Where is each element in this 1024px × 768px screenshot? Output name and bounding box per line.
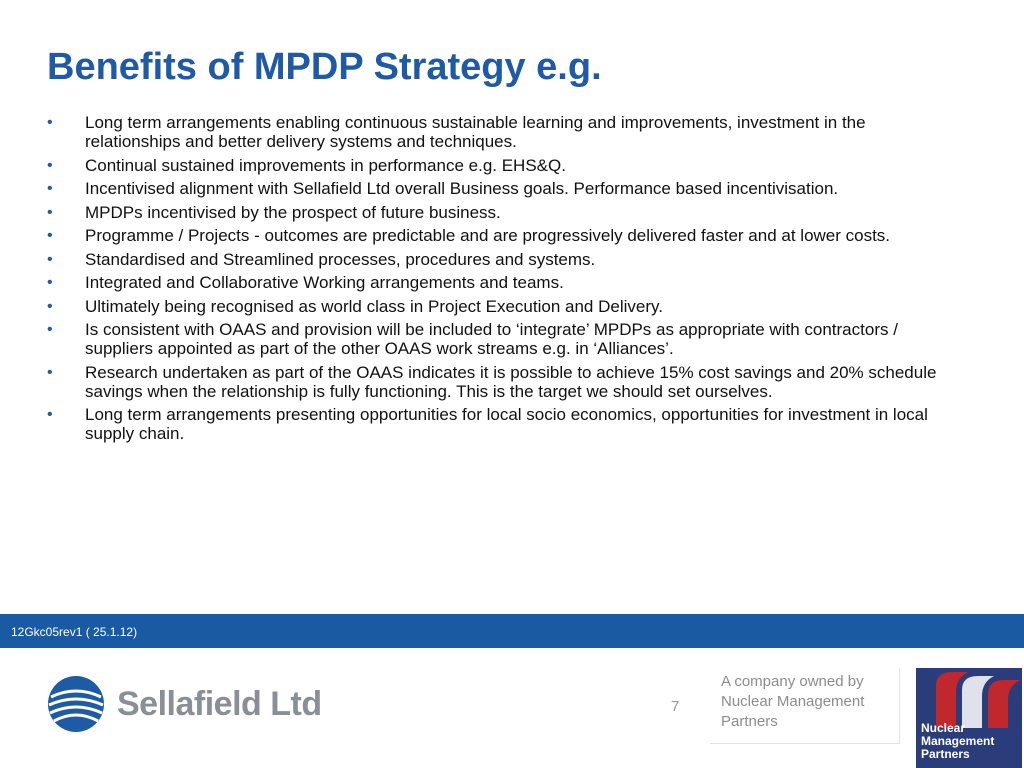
nmp-logo-line: Partners — [921, 747, 970, 761]
nmp-logo-line: Nuclear — [921, 721, 966, 735]
bullet-text: Long term arrangements presenting opportunities for local socio economics, opportunities for investment in local supply chain. — [85, 405, 928, 443]
bullet-icon: • — [47, 114, 53, 131]
bullet-item — [47, 203, 962, 222]
ownership-line: Partners — [721, 713, 778, 730]
bullet-item — [47, 363, 962, 401]
bullet-icon: • — [47, 180, 53, 197]
bullet-text: Programme / Projects - outcomes are predictable and are progressively delivered faster and at lower costs. — [85, 226, 891, 245]
bullet-text: Continual sustained improvements in performance e.g. EHS&Q. — [85, 155, 566, 175]
bullet-icon: • — [47, 156, 53, 174]
bullet-item — [47, 273, 962, 292]
sellafield-logo-text: Sellafield Ltd — [117, 684, 322, 723]
bullet-item — [47, 320, 962, 358]
bullet-icon: • — [47, 227, 53, 244]
slide-title: Benefits of MPDP Strategy e.g. — [47, 46, 602, 88]
bullet-icon: • — [47, 406, 53, 423]
bullet-item — [47, 113, 962, 151]
bullet-item — [47, 250, 962, 269]
bullet-item — [47, 226, 962, 245]
bullet-text: Ultimately being recognised as world class in Project Execution and Delivery. — [85, 296, 663, 316]
ownership-line: A company owned by — [721, 673, 864, 690]
document-code: 12Gkc05rev1 ( 25.1.12) — [11, 625, 138, 639]
bullet-icon: • — [47, 250, 53, 268]
bullet-text: Long term arrangements enabling continuous sustainable learning and improvements, investment in the relationships and better delivery systems and techniques. — [85, 113, 866, 151]
nmp-logo-line: Management — [921, 734, 995, 748]
bullet-text: Integrated and Collaborative Working arrangements and teams. — [85, 273, 564, 292]
bullet-item — [47, 156, 962, 175]
bullet-item — [47, 297, 962, 316]
bullet-icon: • — [47, 274, 53, 291]
sellafield-logo — [47, 675, 322, 733]
ownership-line: Nuclear Management — [721, 693, 865, 710]
page-number: 7 — [671, 698, 680, 715]
bullet-icon: • — [47, 203, 53, 221]
bullet-list — [47, 113, 962, 448]
bullet-text: Incentivised alignment with Sellafield Ltd overall Business goals. Performance based incentivisation. — [85, 179, 839, 198]
bullet-item — [47, 405, 962, 443]
bullet-item — [47, 179, 962, 198]
nmp-logo — [916, 668, 1022, 768]
bullet-icon: • — [47, 363, 53, 381]
bullet-text: MPDPs incentivised by the prospect of future business. — [85, 202, 501, 222]
ownership-note — [710, 668, 900, 744]
bullet-text: Standardised and Streamlined processes, procedures and systems. — [85, 249, 596, 269]
bullet-icon: • — [47, 321, 53, 338]
bullet-icon: • — [47, 297, 53, 315]
bullet-text: Research undertaken as part of the OAAS indicates it is possible to achieve 15% cost savings and 20% schedule savings when the relationship is fully functioning. This is the target we should set ourselves. — [85, 362, 937, 401]
bullet-text: Is consistent with OAAS and provision will be included to ‘integrate’ MPDPs as appropriate with contractors / suppliers appointed as part of the other OAAS work streams e.g. in ‘Alliances’. — [85, 320, 898, 358]
nmp-logo-text — [921, 722, 994, 761]
nmp-emblem-icon — [916, 668, 1022, 728]
footer-band — [0, 614, 1024, 648]
sellafield-globe-icon — [47, 675, 105, 733]
